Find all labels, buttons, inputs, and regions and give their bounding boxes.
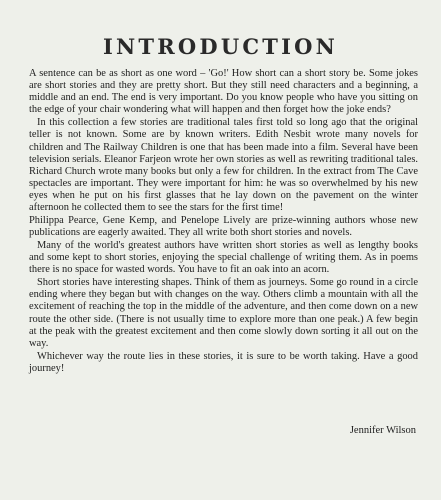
paragraph-1: A sentence can be as short as one word – 'Go!' How short can a short story be. Some jokes are short stories and they are pretty short. But they still need characters and a beginning, a middle and an end. The end is very important. Do you know people who have you sitting on the edge of your chair wondering what will happen and then forget how the joke ends? <box>29 68 418 116</box>
paragraph-5: Short stories have interesting shapes. Think of them as journeys. Some go round in a circle ending where they began but with changes on the way. Others climb a mountain with all the excitement of reaching the top in the middle of the adventure, and then come down on a new route the other side. (There is not usually time to explore more than one peak.) A few begin at the peak with the greatest excitement and then come slowly down sorting it all out on the way. <box>29 277 418 349</box>
paragraph-3: Philippa Pearce, Gene Kemp, and Penelope Lively are prize-winning authors whose new publications are eagerly awaited. They all write both short stories and novels. <box>29 215 418 239</box>
paragraph-4: Many of the world's greatest authors have written short stories as well as lengthy books and some kept to short stories, enjoying the special challenge of writing them. As in poems there is no space for wasted words. You have to fit an oak into an acorn. <box>29 239 418 276</box>
paragraph-6: Whichever way the route lies in these stories, it is sure to be worth taking. Have a good journey! <box>29 350 418 374</box>
introduction-body <box>29 68 418 375</box>
author-signature: Jennifer Wilson <box>349 425 416 436</box>
paragraph-2: In this collection a few stories are traditional tales first told so long ago that the original teller is not known. Some are by known writers. Edith Nesbit wrote many novels for children and The Railway Children is one that has been made into a film. Several have been television serials. Eleanor Farjeon wrote her own stories as well as rewriting traditional tales. Richard Church wrote many books but only a few for children. In the extract from The Cave spectacles are important. They were important for him: he was so overwhelmed by his new eyes when he put on his first glasses that he lay down on the pavement on the winter afternoon he collected them to see the stars for the first time! <box>29 117 418 214</box>
page-title: INTRODUCTION <box>103 34 338 59</box>
